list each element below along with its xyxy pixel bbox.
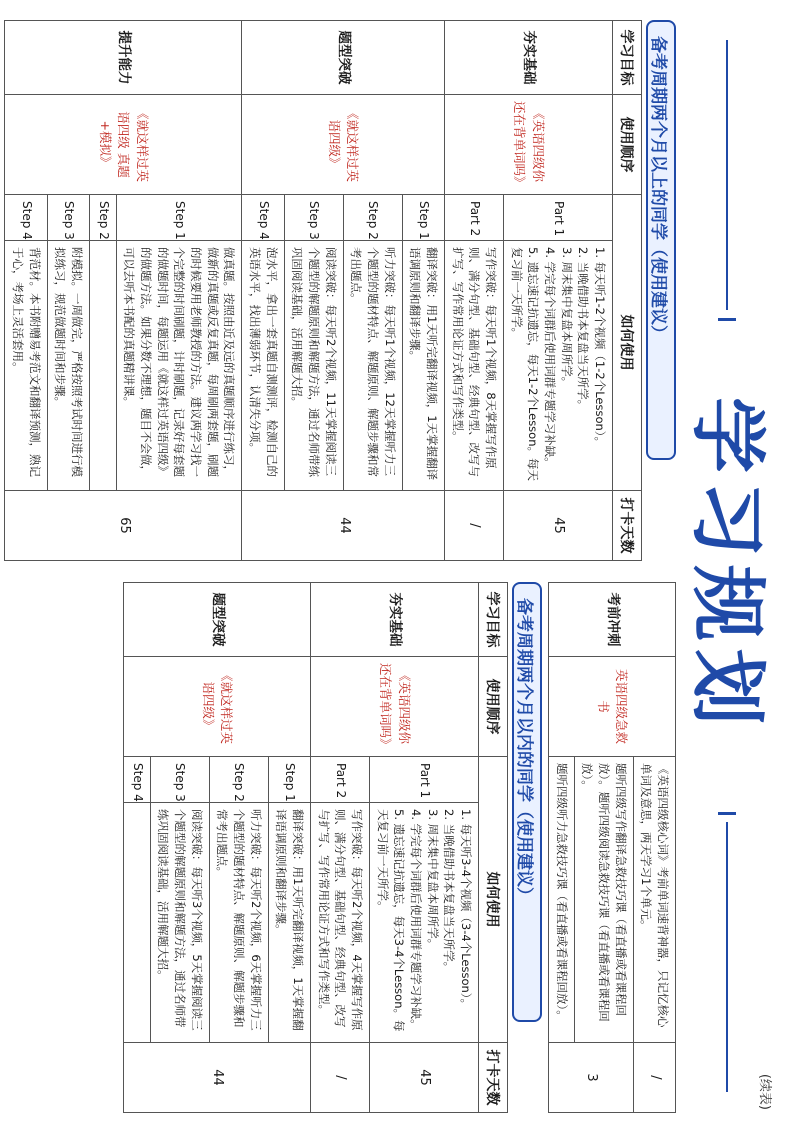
- how-line: 5. 遗忘速记抗遗忘，每天3-4个Lesson。每天复习前一天所学。: [375, 809, 407, 1032]
- days-cell: /: [310, 1043, 369, 1113]
- step-cell: Step 4: [242, 195, 284, 241]
- days-cell: 45: [503, 491, 612, 561]
- step-cell: Step 4: [124, 757, 150, 803]
- part-cell: Part 1: [369, 757, 478, 803]
- section-b-table: [4, 20, 642, 561]
- how-cell: 翻译突破：用1天听完翻译视频，1天掌握翻译语调原则和翻译步骤。: [402, 241, 444, 491]
- how-line: 2. 当晚借助书本复盘当天所学。: [576, 247, 591, 412]
- book-cell: 《英语四级你还在背单词吗》: [310, 657, 478, 757]
- book-cell: 《就这样过英语四级》: [124, 657, 311, 757]
- page-title: 学习规划: [683, 397, 772, 733]
- section-b-banner-text: 备考周期两个月以上的同学（使用建议）: [648, 36, 669, 342]
- step-cell: Step 4: [5, 195, 47, 241]
- goal-cell: 考前冲刺: [548, 583, 675, 657]
- how-cell: 写作突破：每天听1个视频，8天掌握写作原则、满分句型、基础句型、经典句型、改写与扩写、写作常用论证方式和写作类型。: [444, 241, 503, 491]
- step-cell: Step 2: [90, 195, 116, 241]
- how-cell: 做真题。按照由近及远的真题顺序进行练习，做新的真题或反复真题，每周刷两套题，刷题的时候要用老师教授的方法。建议两学习找一个完整的时间刷题，计时刷题，记录好每套题的做题时间，每题运用《就这样过英语四级》的做题方法。如果分数不理想，题目不会做，可以去听本书配的真题精讲课。: [116, 241, 242, 491]
- header-tick-right: [718, 812, 736, 815]
- col-days: 打卡天数: [613, 491, 642, 561]
- how-cell: 题听四级写作翻译急救技巧课（看直播或看课程回放）。题听四级阅读急救技巧课（看直播或看课程回放）。: [574, 757, 633, 1043]
- how-cell: 写作突破：每天听2个视频，4天掌握写作原则、满分句型、基础句型、经典句型、改写与扩写、写作常用论证方式和写作类型。: [310, 803, 369, 1043]
- how-cell: [633, 757, 675, 1043]
- part-cell: Part 1: [503, 195, 612, 241]
- step-cell: Step 1: [268, 757, 310, 803]
- how-line: 3. 周末集中复盘本周所学。: [425, 809, 440, 951]
- days-cell: 45: [369, 1043, 478, 1113]
- days-cell: 44: [242, 491, 445, 561]
- how-cell: [503, 241, 612, 491]
- days-cell: /: [444, 491, 503, 561]
- step-cell: Step 3: [284, 195, 343, 241]
- days-cell: 44: [124, 1043, 311, 1113]
- book-cell: 《就这样过英语四级》: [242, 95, 445, 195]
- how-cell: 背范材。本书附赠易考范文和翻译预测，熟记于心，考场上灵活套用。: [5, 241, 47, 491]
- step-cell: Step 2: [343, 195, 402, 241]
- step-cell: Step 1: [116, 195, 242, 241]
- section-b-row-type: [402, 21, 444, 561]
- book-cell: 《就这样过英语四级 真题+模拟》: [5, 95, 242, 195]
- book-cell: 《英语四级你还在背单词吗》: [444, 95, 612, 195]
- step-cell: Step 1: [402, 195, 444, 241]
- section-b-banner: [646, 20, 676, 460]
- how-line: 1. 每天听3-4个视频（3-4个Lesson）。: [459, 809, 473, 1011]
- section-a-row-base: [369, 583, 478, 1113]
- how-line: 4. 学完每个词群后使用词群专题学习补缺。: [542, 247, 557, 469]
- step-cell: Step 2: [209, 757, 268, 803]
- col-goal: 学习目标: [479, 583, 508, 657]
- col-days: 打卡天数: [479, 1043, 508, 1113]
- section-b-row-base: [503, 21, 612, 561]
- how-line: 5. 遗忘速记抗遗忘，每天1-2个Lesson。每天复习前一天所学。: [509, 247, 541, 481]
- header-rule-right: [726, 822, 728, 1092]
- col-order: 使用顺序: [479, 657, 508, 757]
- col-order: 使用顺序: [613, 95, 642, 195]
- how-cell: [90, 241, 116, 491]
- col-goal: 学习目标: [613, 21, 642, 95]
- how-cell: 翻译突破：用1天听完翻译视频，1天掌握翻译语调原则和翻译步骤。: [268, 803, 310, 1043]
- days-cell: /: [633, 1043, 675, 1113]
- section-a-banner-text: 备考周期两个月以内的同学（使用建议）: [514, 598, 535, 904]
- section-a-header-row: [479, 583, 508, 1113]
- how-cell: 附模拟。一周做完，严格按照考试时间进行模拟练习，规范做题时间和步骤。: [47, 241, 89, 491]
- page-header: [683, 0, 786, 1132]
- how-cell: 听力突破：每天听1个视频，12天掌握听力三个题型的题材特点、解题原则、解题步骤和常考出题点。: [343, 241, 402, 491]
- header-rule-left: [726, 40, 728, 310]
- days-cell: 65: [5, 491, 242, 561]
- header-tick-left: [718, 318, 736, 321]
- how-cell: 听力突破：每天听2个视频，6天掌握听力三个题型的题材特点、解题原则、解题步骤和常考出题点。: [209, 803, 268, 1043]
- goal-cell: 夯实基础: [310, 583, 478, 657]
- goal-cell: 提升能力: [5, 21, 242, 95]
- book-cell: 英语四级急救书: [548, 657, 675, 757]
- continued-label: (续表): [757, 1073, 772, 1110]
- how-cell: 题听四级听力急救技巧课（看直播或看课程回放）。: [548, 757, 574, 1043]
- how-line: 《英语四级核心词》: [656, 763, 670, 867]
- step-cell: Step 3: [150, 757, 209, 803]
- section-b-row-boost: [116, 21, 242, 561]
- how-cell: 阅读突破：每天听3个视频，5天掌握阅读三个题型的解题原则和解题方法，通过名师带练巩固阅读基础，活用解题大招。: [150, 803, 209, 1043]
- col-how: 如何使用: [613, 195, 642, 491]
- how-cell: [124, 803, 150, 1043]
- how-line: 4. 学完每个词群后使用词群专题学习补缺。: [408, 809, 423, 1031]
- section-a-row-type: [268, 583, 310, 1113]
- col-how: 如何使用: [479, 757, 508, 1043]
- days-cell: 3: [548, 1043, 633, 1113]
- goal-cell: 题型突破: [242, 21, 445, 95]
- how-cell: [369, 803, 478, 1043]
- how-cell: 阅读突破：每天听2个视频，11天掌握阅读三个题型的解题原则和解题方法，通过名师带练巩固阅读基础，活用解题大招。: [284, 241, 343, 491]
- goal-cell: 题型突破: [124, 583, 311, 657]
- step-cell: Step 3: [47, 195, 89, 241]
- top-table: [548, 582, 676, 1113]
- section-b-header-row: [613, 21, 642, 561]
- goal-cell: 夯实基础: [444, 21, 612, 95]
- how-line: 2. 当晚借助书本复盘当天所学。: [442, 809, 457, 974]
- how-line: 3. 周末集中复盘本周所学。: [559, 247, 574, 389]
- how-line: 考前单词速背神器，只记忆核心单词及意思，两天学习1个单元。: [639, 763, 670, 1028]
- part-cell: Part 2: [444, 195, 503, 241]
- top-row: [633, 583, 675, 1113]
- part-cell: Part 2: [310, 757, 369, 803]
- how-line: 1. 每天听1-2个视频（1-2个Lesson）。: [593, 247, 607, 449]
- how-cell: 泡水平，拿出一套真题自测测评，检测自己的英语水平，找出薄弱环节，认清失分项。: [242, 241, 284, 491]
- section-a-banner: [512, 582, 542, 1022]
- section-a-table: [123, 582, 508, 1113]
